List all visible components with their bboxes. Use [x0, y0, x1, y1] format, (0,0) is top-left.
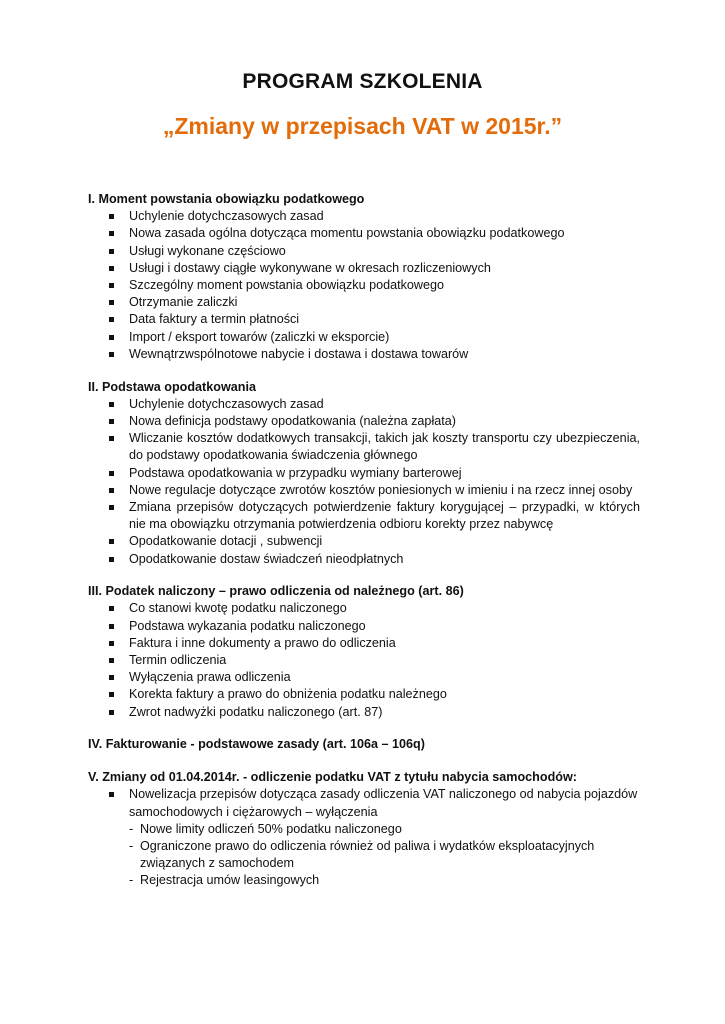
list-item: Zmiana przepisów dotyczących potwierdzenie faktury korygującej – przypadki, w których nie ma obowiązku otrzymania potwierdzenia odbioru korekty przez nabywcę — [88, 499, 640, 533]
square-bullet-icon — [109, 675, 114, 680]
list-item: Nowa zasada ogólna dotycząca momentu powstania obowiązku podatkowego — [88, 225, 640, 242]
document-title: PROGRAM SZKOLENIA — [242, 70, 483, 93]
list-item: Faktura i inne dokumenty a prawo do odliczenia — [88, 635, 640, 652]
list-item: Nowelizacja przepisów dotycząca zasady odliczenia VAT naliczonego od nabycia pojazdów samochodowych i ciężarowych – wyłączenia — [88, 786, 640, 820]
list-item: Szczególny moment powstania obowiązku podatkowego — [88, 277, 640, 294]
dash-bullet-icon: - — [129, 838, 134, 853]
section-5-sublist — [88, 821, 640, 890]
square-bullet-icon — [109, 317, 114, 322]
square-bullet-icon — [109, 283, 114, 288]
list-item: Usługi wykonane częściowo — [88, 243, 640, 260]
list-item: Nowe regulacje dotyczące zwrotów kosztów poniesionych w imieniu i na rzecz innej osoby — [88, 482, 640, 499]
square-bullet-icon — [109, 488, 114, 493]
list-item: Podstawa wykazania podatku naliczonego — [88, 618, 640, 635]
square-bullet-icon — [109, 335, 114, 340]
square-bullet-icon — [109, 402, 114, 407]
square-bullet-icon — [109, 792, 114, 797]
document-subtitle: „Zmiany w przepisach VAT w 2015r.” — [162, 113, 563, 139]
section-heading: III. Podatek naliczony – prawo odliczenia od należnego (art. 86) — [88, 584, 464, 599]
sub-list-item: - Ograniczone prawo do odliczenia również od paliwa i wydatków eksploatacyjnych związanych z samochodem — [129, 838, 595, 871]
list-item: Uchylenie dotychczasowych zasad — [88, 396, 640, 413]
list-item: Wewnątrzwspólnotowe nabycie i dostawa i dostawa towarów — [88, 346, 640, 363]
dash-bullet-icon: - — [129, 873, 134, 888]
list-item: Wyłączenia prawa odliczenia — [88, 669, 640, 686]
list-item: Opodatkowanie dostaw świadczeń nieodpłatnych — [88, 551, 640, 568]
list-item: Usługi i dostawy ciągłe wykonywane w okresach rozliczeniowych — [88, 260, 640, 277]
square-bullet-icon — [109, 710, 114, 715]
square-bullet-icon — [109, 419, 114, 424]
square-bullet-icon — [109, 300, 114, 305]
square-bullet-icon — [109, 471, 114, 476]
section-3 — [88, 583, 640, 721]
sub-list-item: - Rejestracja umów leasingowych — [88, 872, 640, 889]
square-bullet-icon — [109, 266, 114, 271]
square-bullet-icon — [109, 658, 114, 663]
section-2-list — [88, 396, 640, 568]
list-item: Import / eksport towarów (zaliczki w eksporcie) — [88, 329, 640, 346]
square-bullet-icon — [109, 557, 114, 562]
list-item: Korekta faktury a prawo do obniżenia podatku należnego — [88, 686, 640, 703]
square-bullet-icon — [109, 606, 114, 611]
square-bullet-icon — [109, 641, 114, 646]
list-item: Podstawa opodatkowania w przypadku wymiany barterowej — [88, 465, 640, 482]
square-bullet-icon — [109, 505, 114, 510]
list-item: Zwrot nadwyżki podatku naliczonego (art. 87) — [88, 704, 640, 721]
section-heading: V. Zmiany od 01.04.2014r. - odliczenie podatku VAT z tytułu nabycia samochodów: — [88, 770, 577, 785]
square-bullet-icon — [109, 692, 114, 697]
section-2 — [88, 379, 640, 568]
list-item: Nowa definicja podstawy opodatkowania (należna zapłata) — [88, 413, 640, 430]
dash-bullet-icon: - — [129, 821, 134, 836]
section-1-list — [88, 208, 640, 363]
section-3-list — [88, 600, 640, 720]
section-5 — [88, 769, 640, 889]
program-content — [88, 191, 640, 905]
square-bullet-icon — [109, 249, 114, 254]
square-bullet-icon — [109, 624, 114, 629]
list-item: Uchylenie dotychczasowych zasad — [88, 208, 640, 225]
square-bullet-icon — [109, 352, 114, 357]
list-item: Opodatkowanie dotacji , subwencji — [88, 533, 640, 550]
list-item: Termin odliczenia — [88, 652, 640, 669]
sub-list-item: - Nowe limity odliczeń 50% podatku naliczonego — [88, 821, 640, 838]
section-5-list — [88, 786, 640, 820]
section-1 — [88, 191, 640, 363]
list-item: Wliczanie kosztów dodatkowych transakcji, takich jak koszty transportu czy ubezpieczenia, do podstawy opodatkowania świadczenia głównego — [88, 430, 640, 464]
list-item: Co stanowi kwotę podatku naliczonego — [88, 600, 640, 617]
list-item: Data faktury a termin płatności — [88, 311, 640, 328]
list-item: Otrzymanie zaliczki — [88, 294, 640, 311]
section-heading: II. Podstawa opodatkowania — [88, 379, 256, 394]
square-bullet-icon — [109, 214, 114, 219]
square-bullet-icon — [109, 539, 114, 544]
section-4 — [88, 736, 640, 753]
square-bullet-icon — [109, 436, 114, 441]
section-heading: I. Moment powstania obowiązku podatkowego — [88, 192, 365, 206]
section-heading: IV. Fakturowanie - podstawowe zasady (art. 106a – 106q) — [88, 737, 425, 752]
square-bullet-icon — [109, 231, 114, 236]
